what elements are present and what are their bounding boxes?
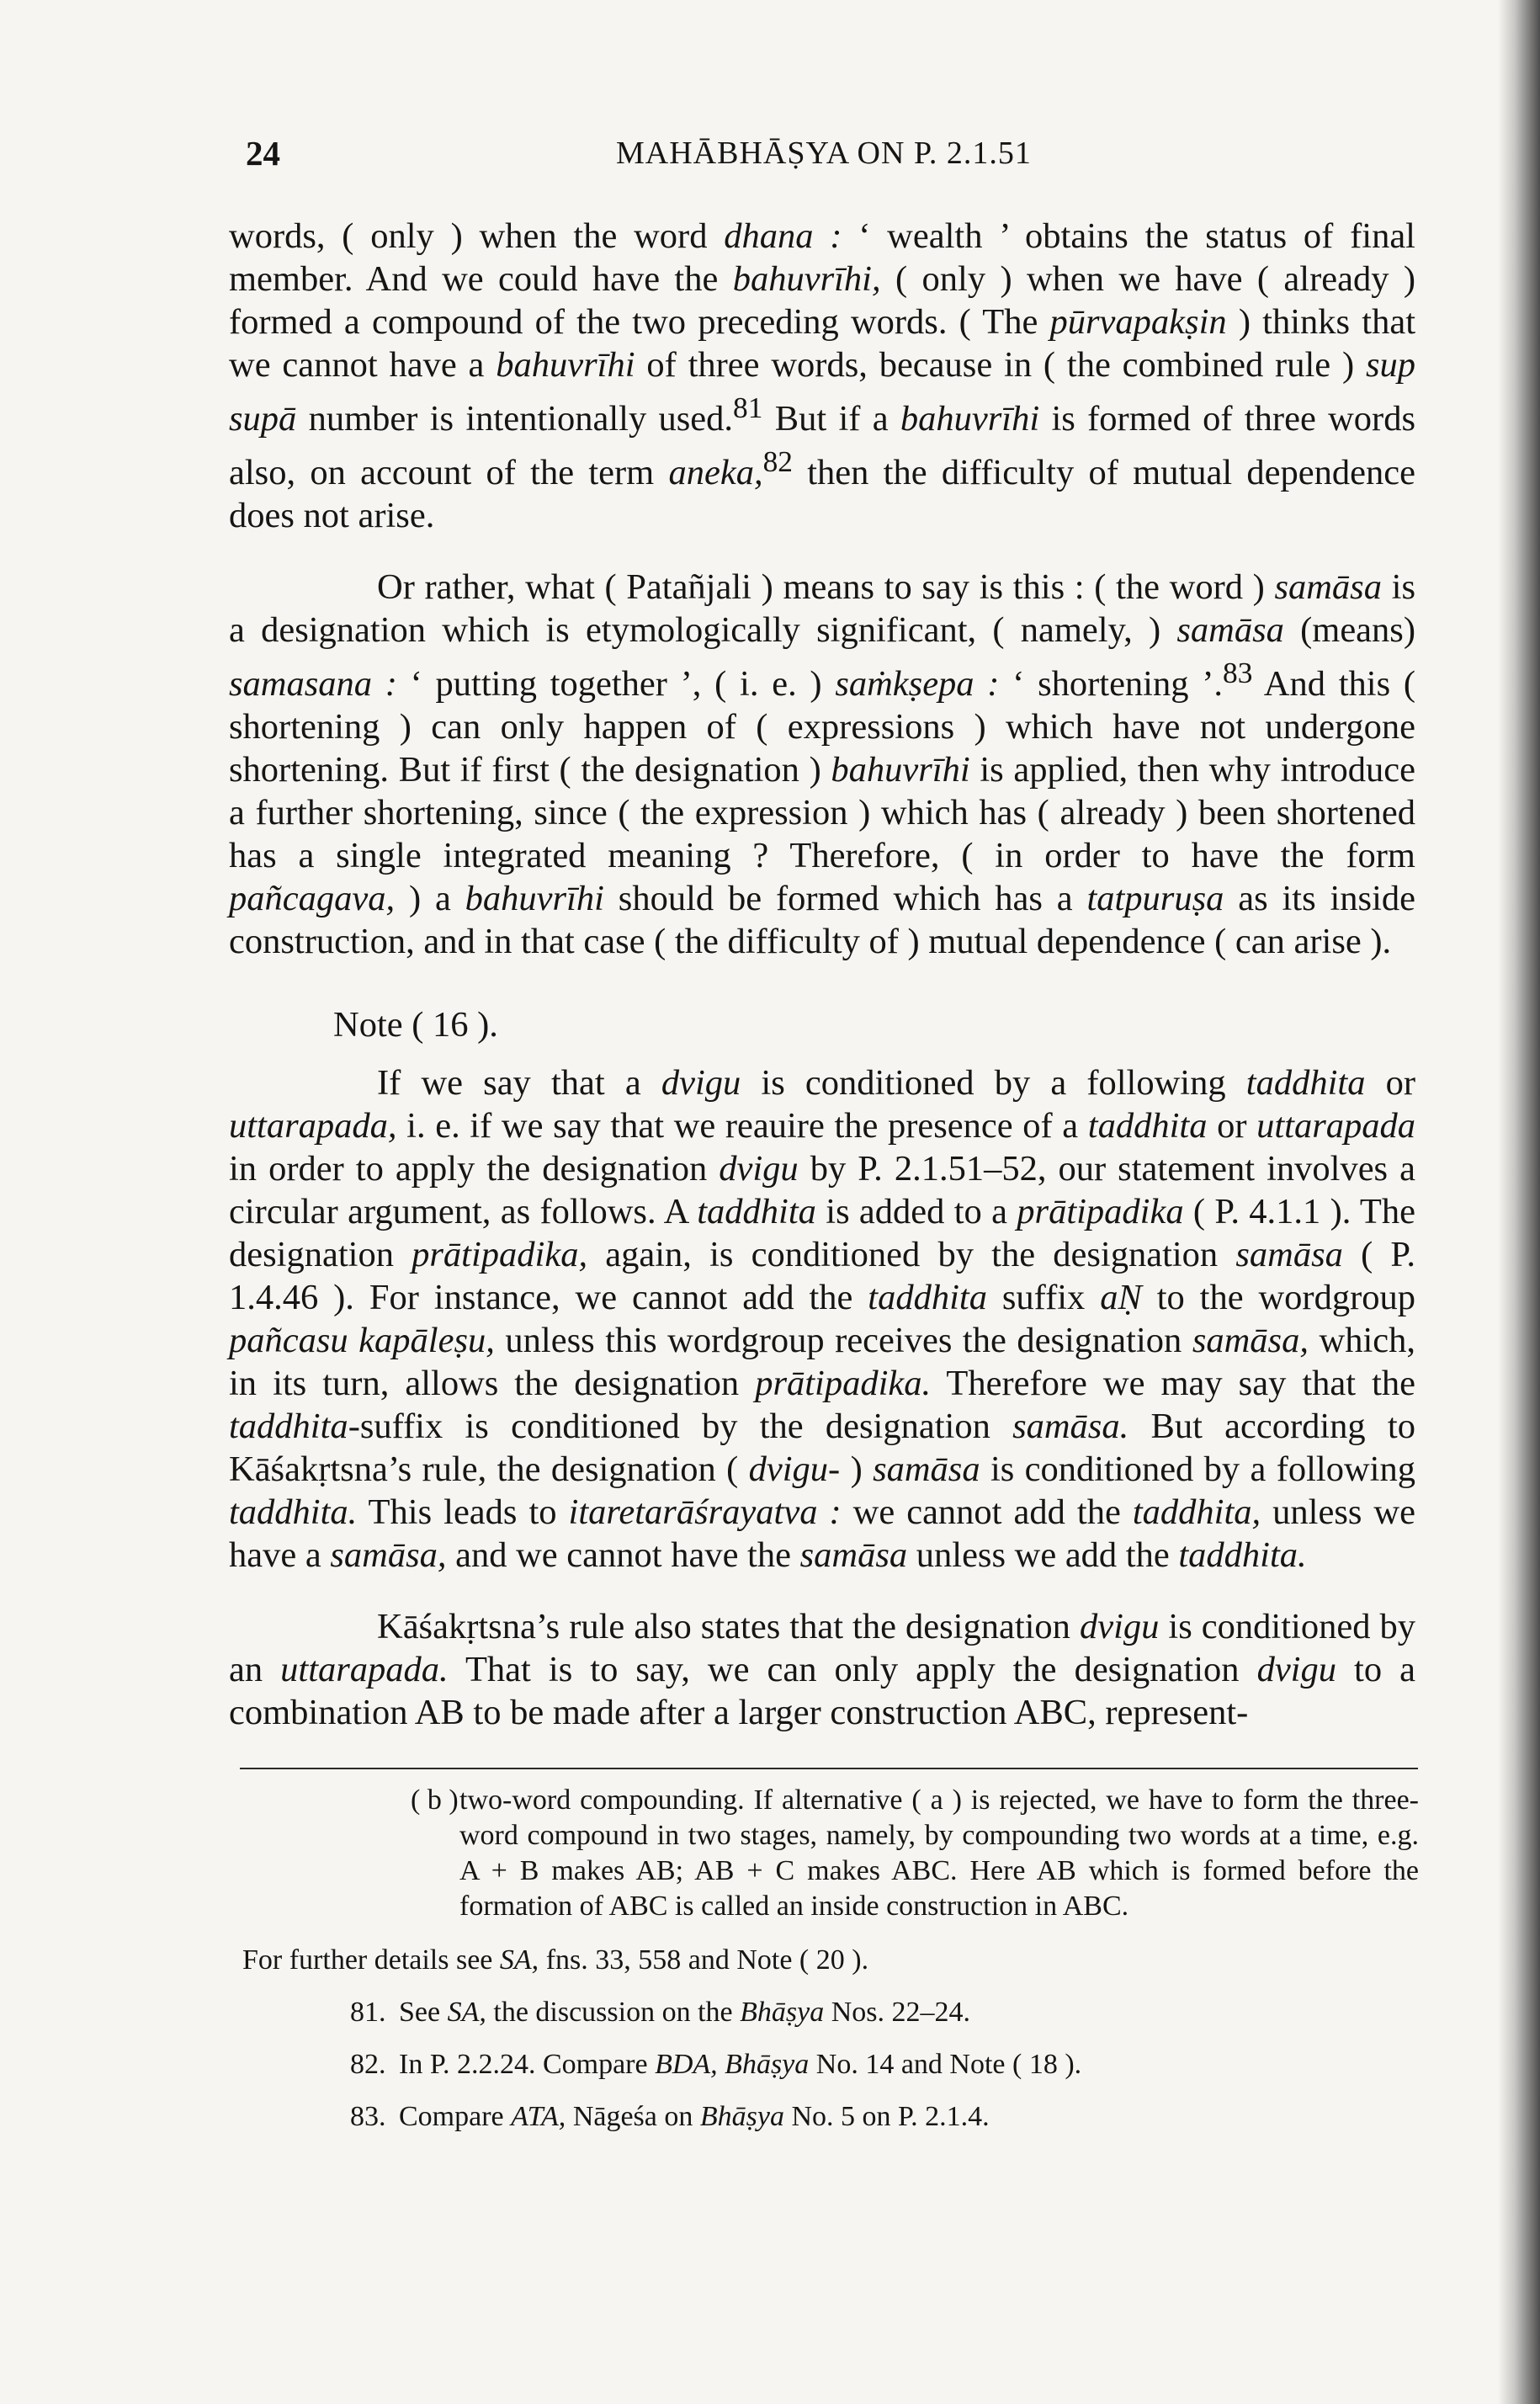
footnote-81: 81. See SA, the discussion on the Bhāṣya Nos. 22–24. <box>350 1997 971 2028</box>
main-text <box>229 215 1415 1734</box>
page-edge-shadow <box>1498 0 1540 2404</box>
page-header <box>246 133 1424 183</box>
footnote-82: 82. In P. 2.2.24. Compare BDA, Bhāṣya No. 14 and Note ( 18 ). <box>350 2049 1082 2080</box>
footnote-ref-81: 81 <box>733 391 763 424</box>
page-number: 24 <box>246 134 280 173</box>
paragraph-2: Or rather, what ( Patañjali ) means to say is this : ( the word ) samāsa is a designation which is etymologically significant, ( namely, ) samāsa (means) samasana : ‘ putting together ’, ( i. e. ) saṁkṣepa : ‘ shortening ’.$^{83}$ And this ( shortening ) can only happen of ( expressions ) which have not undergone shortening. But if first ( the designation ) bahuvrīhi is applied, then why introduce a further shortening, since ( the expression ) which has ( already ) been shortened has a single integrated meaning ? Therefore, ( in order to have the form pañcagava, ) a bahuvrīhi should be formed which has a tatpuruṣa as its inside construction, and in that case ( the difficulty of ) mutual dependence ( can arise ). <box>229 567 1416 962</box>
footnote-ref-82: 82 <box>762 444 793 479</box>
paragraph-3: If we say that a dvigu is conditioned by a following taddhita or uttarapada, i. e. if we say that we reauire the presence of a taddhita or uttarapada in order to apply the designation dvigu by P. 2.1.51–52, our statement involves a circular argument, as follows. A taddhita is added to a prātipadika ( P. 4.1.1 ). The designation prātipadika, again, is conditioned by the designation samāsa ( P. 1.4.46 ). For instance, we cannot add the taddhita suffix aṆ to the wordgroup pañcasu kapāleṣu, unless this wordgroup receives the designation samāsa, which, in its turn, allows the designation prātipadika. Therefore we may say that the taddhita-suffix is conditioned by the designation samāsa. But according to Kāśakṛtsna’s rule, the designation ( dvigu- ) samāsa is conditioned by a following taddhita. This leads to itaretarāśrayatva : we cannot add the taddhita, unless we have a samāsa, and we cannot have the samāsa unless we add the taddhita. <box>229 1063 1416 1576</box>
footnote-83: 83. Compare ATA, Nāgeśa on Bhāṣya No. 5 on P. 2.1.4. <box>350 2101 990 2132</box>
footnote-further-details: For further details see SA, fns. 33, 558 and Note ( 20 ). <box>242 1944 869 1976</box>
footnote-separator <box>240 1768 1418 1769</box>
footnote-ref-83: 83 <box>1223 656 1253 690</box>
paragraph-4: Kāśakṛtsna’s rule also states that the designation dvigu is conditioned by an uttarapada. That is to say, we can only apply the designation dvigu to a combination AB to be made after a larger construction ABC, represent- <box>229 1607 1415 1733</box>
note-heading: Note ( 16 ). <box>333 1005 498 1045</box>
paragraph-1: words, ( only ) when the word dhana : ‘ wealth ’ obtains the status of final member. And we could have the bahuvrīhi, ( only ) when we have ( already ) formed a compound of the two preceding words. ( The pūrvapakṣin ) thinks that we cannot have a bahuvrīhi of three words, because in ( the combined rule ) sup supā number is intentionally used.$^{81}$ But if a bahuvrīhi is formed of three words also, on account of the term aneka,$^{82}$ then the difficulty of mutual dependence does not arise. <box>229 216 1416 536</box>
footnotes <box>242 1783 1419 2135</box>
running-head: MAHĀBHĀṢYA ON P. 2.1.51 <box>616 136 1032 171</box>
footnote-continuation-b: ( b )two-word compounding. If alternative ( a ) is rejected, we have to form the three-word compound in two stages, namely, by compounding two words at a time, e.g. A + B makes AB; AB + C makes ABC. Here AB which is formed before the formation of ABC is called an inside construction in ABC. <box>411 1784 1419 1922</box>
